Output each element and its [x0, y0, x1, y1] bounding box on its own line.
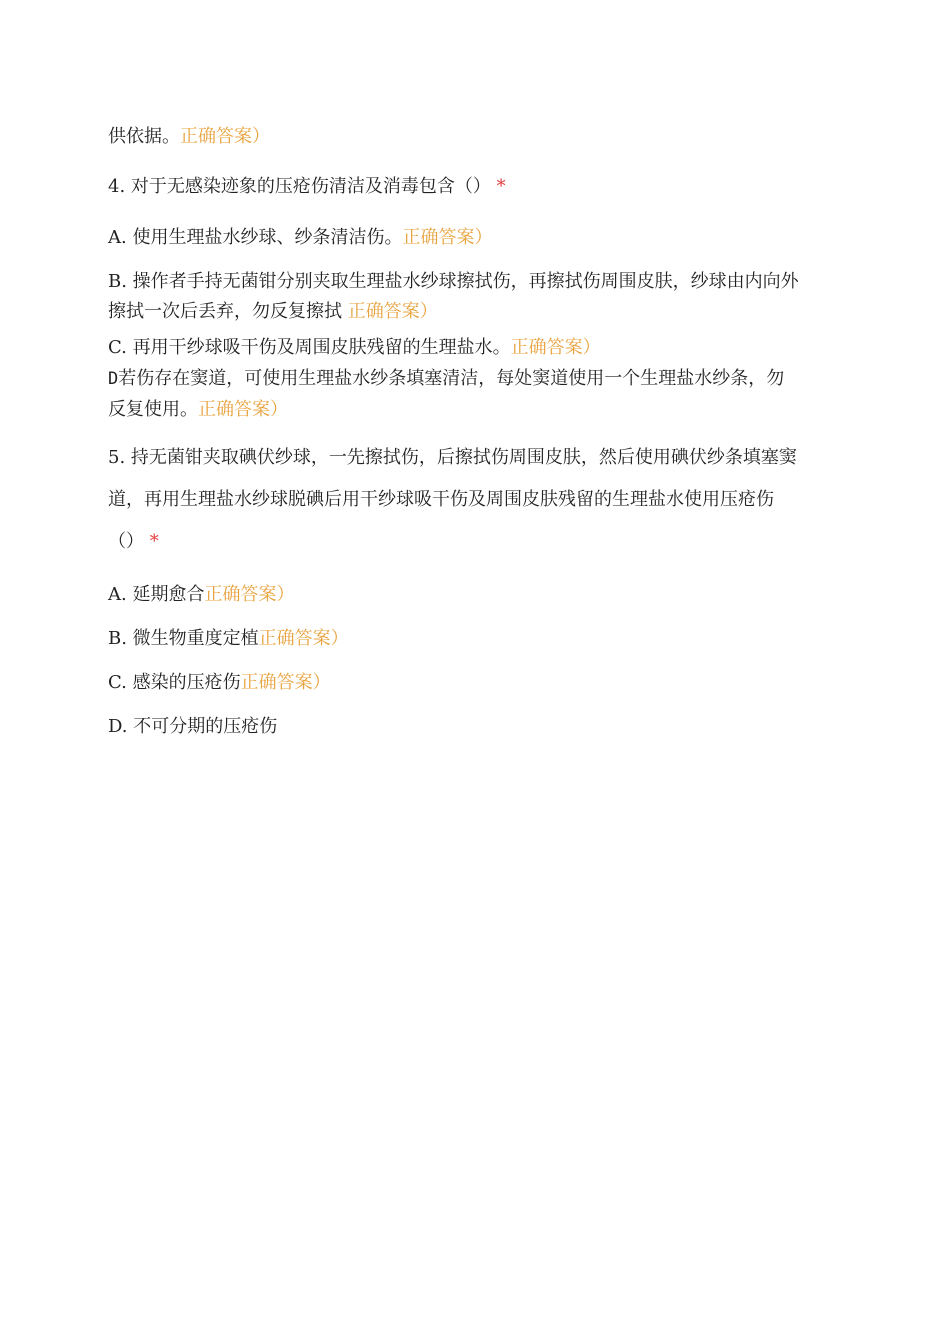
option-text: B. 微生物重度定植 — [108, 628, 259, 649]
q4-option-d-continued — [108, 398, 288, 422]
q4-option-c[interactable] — [108, 336, 601, 360]
answer-tag: 正确答案） — [204, 584, 295, 605]
q4-option-d[interactable] — [108, 367, 784, 391]
question-5 — [108, 446, 797, 470]
question-5-line2 — [108, 488, 774, 512]
answer-tag: 正确答案） — [510, 337, 601, 358]
q4-option-b[interactable] — [108, 270, 799, 294]
option-text: 擦拭一次后丢弃，勿反复擦拭 — [108, 301, 342, 322]
answer-tag: 正确答案） — [198, 399, 288, 420]
q5-option-a[interactable] — [108, 583, 294, 607]
q4-option-a[interactable] — [108, 226, 492, 250]
option-text: C. 再用干纱球吸干伤及周围皮肤残留的生理盐水。 — [108, 337, 511, 358]
answer-tag: 正确答案） — [258, 628, 349, 649]
option-text: 若伤存在窦道，可使用生理盐水纱条填塞清洁，每处窦道使用一个生理盐水纱条，勿 — [118, 368, 785, 389]
option-text: D. 不可分期的压疮伤 — [108, 716, 278, 737]
question-text: 道，再用生理盐水纱球脱碘后用干纱球吸干伤及周围皮肤残留的生理盐水使用压疮伤 — [108, 489, 774, 510]
question-number: 5. — [108, 447, 126, 468]
answer-tag: 正确答案） — [402, 227, 493, 248]
lead-text: 供依据。 — [108, 126, 180, 147]
question-text: 对于无感染迹象的压疮伤清洁及消毒包含（） — [130, 176, 491, 197]
q5-option-b[interactable] — [108, 627, 349, 651]
answer-tag: 正确答案） — [347, 301, 438, 322]
question-5-line3 — [108, 530, 159, 554]
option-text: B. 操作者手持无菌钳分别夹取生理盐水纱球擦拭伤，再擦拭伤周围皮肤，纱球由内向外 — [108, 271, 799, 292]
option-text: A. 使用生理盐水纱球、纱条清洁伤。 — [108, 227, 403, 248]
answer-tag: 正确答案） — [180, 126, 270, 147]
required-mark: * — [149, 531, 159, 552]
q4-option-b-continued — [108, 300, 438, 324]
option-letter: D — [108, 369, 119, 389]
answer-tag: 正确答案） — [240, 672, 331, 693]
question-text: （） — [108, 531, 144, 552]
option-text: A. 延期愈合 — [108, 584, 205, 605]
question-text: 持无菌钳夹取碘伏纱球，一先擦拭伤，后擦拭伤周围皮肤，然后使用碘伏纱条填塞窦 — [130, 447, 797, 468]
option-text: 反复使用。 — [108, 399, 198, 420]
lead-line — [108, 125, 270, 149]
required-mark: * — [496, 176, 506, 197]
question-number: 4. — [108, 176, 126, 197]
option-text: C. 感染的压疮伤 — [108, 672, 241, 693]
q5-option-c[interactable] — [108, 671, 331, 695]
question-4 — [108, 175, 506, 199]
q5-option-d[interactable] — [108, 715, 277, 739]
